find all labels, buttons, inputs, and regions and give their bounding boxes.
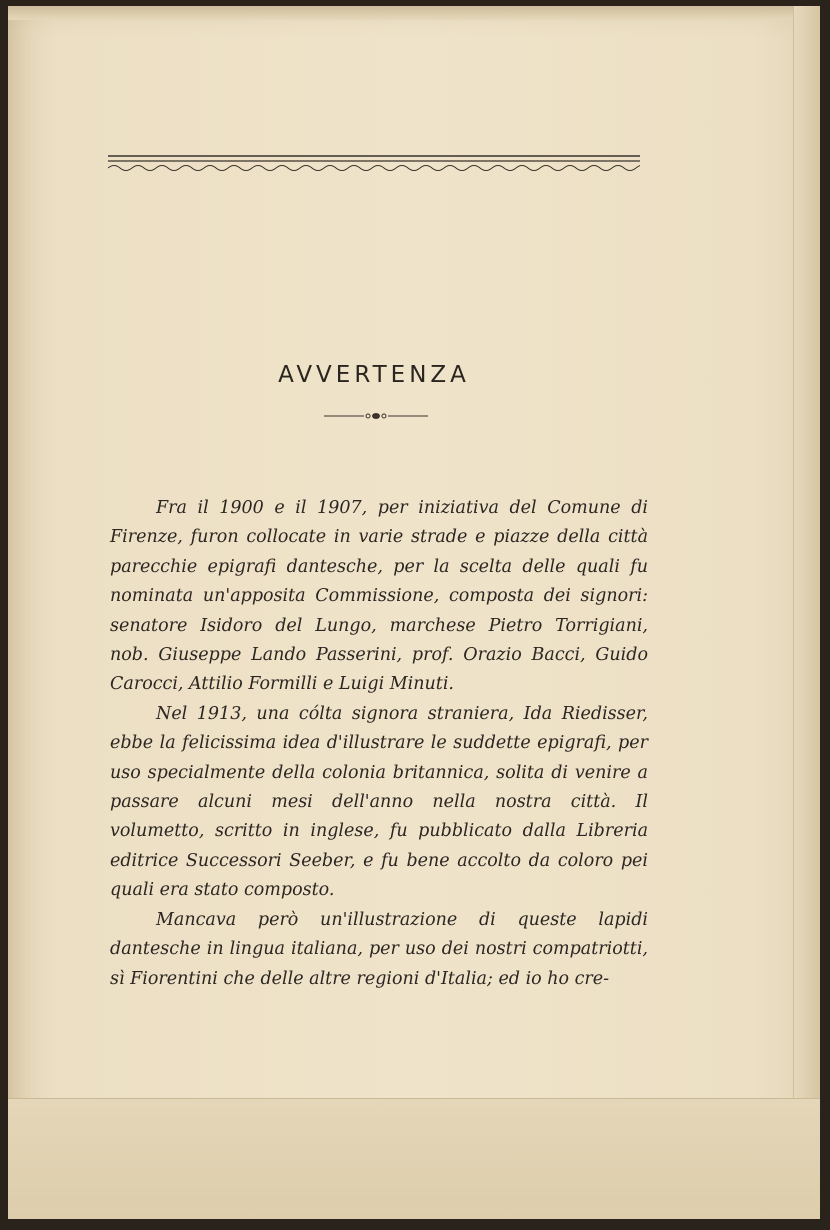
top-edge <box>8 6 820 20</box>
page-title: AVVERTENZA <box>278 362 470 388</box>
title-ornament-icon <box>324 408 428 424</box>
foreword-text <box>110 494 648 994</box>
bottom-edge-folded-sheet <box>8 1098 820 1219</box>
paragraph-3: Mancava però un'illustrazione di queste lapidi dantesche in lingua italiana, per uso dei nostri compatriotti, sì Fiorentini che delle altre regioni d'Italia; ed io ho cre- <box>110 909 648 989</box>
decorative-header-rule <box>108 154 640 180</box>
paragraph-2: Nel 1913, una cólta signora straniera, Ida Riedisser, ebbe la felicissima idea d'illustrare le suddette epigrafi, per uso specialmente della colonia britannica, solita di venire a passare alcuni mesi dell'anno nella nostra città. Il volumetto, scritto in inglese, fu pubblicato dalla Libreria editrice Successori Seeber, e fu bene accolto da coloro pei quali era stato composto. <box>110 703 648 901</box>
paper-sheet <box>8 6 820 1218</box>
paragraph-1: Fra il 1900 e il 1907, per iniziativa del Comune di Firenze, furon collocate in varie strade e piazze della città parecchie epigrafi dantesche, per la scelta delle quali fu nominata un'apposita Commissione, composta dei signori: senatore Isidoro del Lungo, marchese Pietro Torrigiani, nob. Giuseppe Lando Passerini, prof. Orazio Bacci, Guido Carocci, Attilio Formilli e Luigi Minuti. <box>110 498 648 695</box>
right-edge <box>793 6 820 1218</box>
